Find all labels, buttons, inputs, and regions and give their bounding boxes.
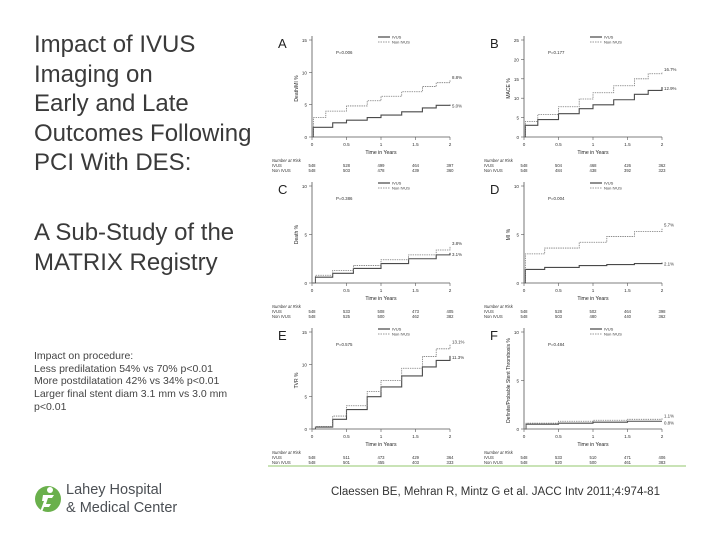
y-axis-label: Definite/Probable Stent Thrombosis % bbox=[506, 338, 512, 423]
risk-value: 478 bbox=[377, 168, 385, 173]
x-tick-label: 1.5 bbox=[412, 434, 419, 439]
p-value: P=0.484 bbox=[548, 342, 565, 347]
risk-value: 548 bbox=[308, 163, 316, 168]
y-tick-label: 20 bbox=[513, 57, 519, 63]
y-tick-label: 0 bbox=[516, 427, 519, 432]
legend-label: IVUS bbox=[392, 180, 402, 186]
y-axis-label: Death % bbox=[294, 224, 300, 245]
end-label-non-ivus: 13.1% bbox=[452, 339, 465, 345]
risk-value: 471 bbox=[624, 455, 631, 460]
risk-header: Number at Risk bbox=[484, 450, 513, 455]
risk-value: 464 bbox=[412, 163, 419, 168]
risk-row-label: Non IVUS bbox=[272, 314, 291, 319]
x-tick-label: 0.5 bbox=[555, 288, 562, 293]
y-tick-label: 15 bbox=[513, 76, 519, 82]
risk-value: 548 bbox=[520, 460, 528, 465]
risk-value: 406 bbox=[658, 455, 666, 460]
risk-value: 500 bbox=[589, 460, 597, 465]
y-tick-label: 15 bbox=[301, 330, 307, 335]
panel-letter: B bbox=[490, 36, 499, 51]
risk-value: 528 bbox=[343, 163, 350, 168]
risk-value: 426 bbox=[624, 163, 631, 168]
end-label-ivus: 5.0% bbox=[452, 103, 463, 109]
km-panel-f bbox=[484, 327, 674, 466]
legend-label: Non IVUS bbox=[392, 39, 410, 45]
risk-row-label: IVUS bbox=[272, 163, 282, 168]
logo-name-line2: & Medical Center bbox=[66, 500, 178, 516]
y-tick-label: 0 bbox=[304, 281, 307, 286]
y-tick-label: 15 bbox=[301, 38, 307, 43]
slide-title bbox=[34, 30, 274, 178]
x-axis-label: Time in Years bbox=[577, 442, 609, 448]
p-value: P=0.177 bbox=[548, 50, 565, 55]
note-line: Impact on procedure: bbox=[34, 350, 134, 362]
risk-value: 548 bbox=[308, 168, 316, 173]
x-tick-label: 2 bbox=[660, 434, 664, 439]
risk-value: 383 bbox=[658, 460, 666, 465]
legend-label: IVUS bbox=[392, 326, 402, 332]
risk-value: 533 bbox=[555, 455, 562, 460]
x-tick-label: 0 bbox=[310, 434, 314, 439]
risk-value: 464 bbox=[624, 309, 631, 314]
km-curve-ivus bbox=[312, 253, 450, 283]
logo-name-line1: Lahey Hospital bbox=[66, 482, 162, 498]
panel-letter: E bbox=[278, 328, 287, 343]
risk-value: 323 bbox=[658, 168, 666, 173]
p-value: P=0.004 bbox=[548, 196, 565, 201]
y-axis-label: TVR % bbox=[294, 372, 300, 389]
x-axis-label: Time in Years bbox=[577, 150, 609, 156]
legend-label: Non IVUS bbox=[392, 331, 410, 337]
p-value: P=0.575 bbox=[336, 342, 353, 347]
km-curve-non-ivus bbox=[312, 344, 450, 429]
km-panel-d bbox=[484, 181, 674, 320]
risk-row-label: IVUS bbox=[272, 455, 282, 460]
km-panel-b bbox=[484, 35, 677, 174]
km-figure-svg bbox=[268, 28, 692, 465]
risk-value: 548 bbox=[520, 163, 528, 168]
x-tick-label: 0 bbox=[522, 142, 526, 147]
risk-value: 405 bbox=[446, 309, 454, 314]
y-tick-label: 0 bbox=[516, 281, 519, 286]
footer-divider bbox=[268, 465, 686, 467]
risk-value: 382 bbox=[446, 314, 454, 319]
risk-row-label: Non IVUS bbox=[272, 168, 291, 173]
risk-value: 548 bbox=[308, 455, 316, 460]
km-curve-ivus bbox=[524, 421, 662, 429]
y-tick-label: 10 bbox=[513, 96, 519, 102]
y-tick-label: 5 bbox=[516, 378, 519, 384]
risk-header: Number at Risk bbox=[484, 158, 513, 163]
panel-letter: F bbox=[490, 328, 498, 343]
x-tick-label: 2 bbox=[448, 142, 452, 147]
km-figure bbox=[268, 28, 692, 465]
risk-value: 484 bbox=[555, 168, 562, 173]
legend-label: IVUS bbox=[604, 326, 614, 332]
risk-header: Number at Risk bbox=[484, 304, 513, 309]
risk-value: 499 bbox=[377, 163, 385, 168]
risk-value: 548 bbox=[308, 314, 316, 319]
risk-value: 533 bbox=[343, 309, 350, 314]
x-axis-label: Time in Years bbox=[365, 442, 397, 448]
x-tick-label: 1.5 bbox=[412, 142, 419, 147]
risk-value: 438 bbox=[589, 168, 597, 173]
risk-header: Number at Risk bbox=[272, 304, 301, 309]
y-tick-label: 5 bbox=[304, 232, 307, 238]
legend-label: IVUS bbox=[392, 34, 402, 40]
risk-value: 473 bbox=[412, 309, 419, 314]
note-line: More postdilatation 42% vs 34% p<0.01 bbox=[34, 375, 220, 388]
p-value: P=0.386 bbox=[336, 196, 353, 201]
y-tick-label: 0 bbox=[516, 135, 519, 140]
risk-value: 473 bbox=[377, 455, 385, 460]
y-tick-label: 5 bbox=[516, 232, 519, 238]
risk-row-label: IVUS bbox=[272, 309, 282, 314]
risk-value: 525 bbox=[343, 314, 350, 319]
x-tick-label: 2 bbox=[660, 288, 664, 293]
risk-value: 364 bbox=[446, 455, 454, 460]
x-tick-label: 1 bbox=[591, 434, 595, 439]
title-line: Outcomes Following bbox=[34, 119, 252, 147]
risk-row-label: IVUS bbox=[484, 163, 494, 168]
x-tick-label: 1.5 bbox=[624, 434, 631, 439]
risk-value: 468 bbox=[589, 163, 597, 168]
y-tick-label: 10 bbox=[301, 362, 307, 368]
km-panel-a bbox=[272, 35, 462, 174]
risk-row-label: IVUS bbox=[484, 309, 494, 314]
x-tick-label: 1.5 bbox=[624, 288, 631, 293]
subtitle-line: MATRIX Registry bbox=[34, 248, 218, 276]
risk-row-label: IVUS bbox=[484, 455, 494, 460]
lahey-figure-icon bbox=[34, 482, 62, 516]
hospital-logo bbox=[34, 480, 204, 520]
risk-value: 398 bbox=[658, 309, 666, 314]
risk-value: 511 bbox=[343, 455, 350, 460]
km-panel-c bbox=[272, 181, 462, 320]
legend-label: Non IVUS bbox=[392, 185, 410, 191]
legend-label: Non IVUS bbox=[604, 331, 622, 337]
legend-label: IVUS bbox=[604, 180, 614, 186]
risk-value: 501 bbox=[343, 460, 350, 465]
risk-value: 503 bbox=[343, 168, 350, 173]
end-label-ivus: 3.1% bbox=[452, 251, 463, 257]
title-line: Early and Late bbox=[34, 90, 189, 117]
x-tick-label: 0.5 bbox=[343, 142, 350, 147]
end-label-ivus: 11.3% bbox=[452, 354, 465, 360]
risk-value: 548 bbox=[520, 455, 528, 460]
panel-letter: D bbox=[490, 182, 500, 197]
legend-label: IVUS bbox=[604, 34, 614, 40]
x-tick-label: 1 bbox=[379, 142, 383, 147]
x-tick-label: 1 bbox=[379, 288, 383, 293]
x-tick-label: 2 bbox=[448, 288, 452, 293]
y-tick-label: 5 bbox=[304, 102, 307, 108]
y-tick-label: 5 bbox=[516, 115, 519, 121]
x-tick-label: 0.5 bbox=[343, 434, 350, 439]
km-curve-ivus bbox=[312, 356, 450, 429]
y-tick-label: 5 bbox=[304, 394, 307, 400]
risk-value: 528 bbox=[555, 309, 562, 314]
risk-value: 508 bbox=[377, 309, 385, 314]
x-tick-label: 0 bbox=[522, 434, 526, 439]
x-tick-label: 2 bbox=[660, 142, 664, 147]
km-curve-non-ivus bbox=[524, 228, 662, 283]
end-label-non-ivus: 5.7% bbox=[664, 222, 675, 228]
risk-row-label: Non IVUS bbox=[484, 168, 503, 173]
title-line: Impact of IVUS bbox=[34, 31, 196, 58]
note-line: p<0.01 bbox=[34, 400, 67, 413]
risk-value: 333 bbox=[446, 460, 454, 465]
risk-value: 403 bbox=[412, 460, 419, 465]
y-tick-label: 0 bbox=[304, 135, 307, 140]
x-axis-label: Time in Years bbox=[365, 150, 397, 156]
end-label-non-ivus: 3.8% bbox=[452, 241, 463, 247]
risk-value: 503 bbox=[555, 314, 562, 319]
y-tick-label: 10 bbox=[513, 184, 519, 189]
risk-value: 362 bbox=[658, 163, 666, 168]
risk-header: Number at Risk bbox=[272, 450, 301, 455]
risk-value: 520 bbox=[555, 460, 562, 465]
risk-value: 440 bbox=[624, 314, 631, 319]
note-line: Larger final stent diam 3.1 mm vs 3.0 mm bbox=[34, 388, 228, 401]
km-curve-non-ivus bbox=[312, 80, 450, 137]
x-tick-label: 1 bbox=[591, 142, 595, 147]
panel-letter: A bbox=[278, 36, 287, 51]
y-tick-label: 10 bbox=[301, 184, 307, 189]
title-line: PCI With DES: bbox=[34, 149, 192, 176]
x-tick-label: 2 bbox=[448, 434, 452, 439]
risk-row-label: Non IVUS bbox=[484, 314, 503, 319]
risk-value: 392 bbox=[624, 168, 631, 173]
subtitle-line: A Sub-Study of the bbox=[34, 219, 235, 246]
legend-label: Non IVUS bbox=[604, 39, 622, 45]
x-tick-label: 1 bbox=[591, 288, 595, 293]
x-tick-label: 0.5 bbox=[343, 288, 350, 293]
y-axis-label: MACE % bbox=[506, 78, 512, 99]
x-tick-label: 1.5 bbox=[624, 142, 631, 147]
km-panel-e bbox=[272, 327, 465, 466]
x-axis-label: Time in Years bbox=[365, 296, 397, 302]
risk-value: 360 bbox=[446, 168, 454, 173]
risk-row-label: Non IVUS bbox=[484, 460, 503, 465]
procedure-notes bbox=[34, 350, 269, 414]
end-label-ivus: 0.8% bbox=[664, 420, 675, 426]
risk-value: 548 bbox=[520, 168, 528, 173]
x-tick-label: 0.5 bbox=[555, 142, 562, 147]
risk-header: Number at Risk bbox=[272, 158, 301, 163]
slide-subtitle bbox=[34, 218, 274, 277]
y-axis-label: MI % bbox=[506, 228, 512, 241]
risk-value: 504 bbox=[555, 163, 562, 168]
risk-row-label: Non IVUS bbox=[272, 460, 291, 465]
risk-value: 510 bbox=[589, 455, 597, 460]
y-tick-label: 10 bbox=[513, 330, 519, 335]
risk-value: 461 bbox=[624, 460, 631, 465]
risk-value: 462 bbox=[412, 314, 419, 319]
x-axis-label: Time in Years bbox=[577, 296, 609, 302]
risk-value: 548 bbox=[308, 460, 316, 465]
risk-value: 548 bbox=[520, 314, 528, 319]
risk-value: 548 bbox=[520, 309, 528, 314]
x-tick-label: 0 bbox=[522, 288, 526, 293]
y-tick-label: 10 bbox=[301, 70, 307, 76]
end-label-non-ivus: 1.1% bbox=[664, 413, 675, 419]
risk-value: 548 bbox=[308, 309, 316, 314]
km-curve-ivus bbox=[312, 105, 450, 137]
risk-value: 502 bbox=[589, 309, 597, 314]
risk-value: 429 bbox=[412, 455, 419, 460]
risk-value: 439 bbox=[412, 168, 419, 173]
end-label-non-ivus: 16.7% bbox=[664, 67, 677, 73]
x-tick-label: 0.5 bbox=[555, 434, 562, 439]
risk-value: 362 bbox=[658, 314, 666, 319]
citation: Claessen BE, Mehran R, Mintz G et al. JACC Intv 2011;4:974-81 bbox=[331, 486, 660, 498]
note-line: Less predilatation 54% vs 70% p<0.01 bbox=[34, 362, 213, 375]
y-axis-label: Death/MI % bbox=[294, 75, 300, 102]
y-tick-label: 25 bbox=[513, 38, 519, 43]
risk-value: 500 bbox=[377, 314, 385, 319]
p-value: P=0.006 bbox=[336, 50, 353, 55]
title-line: Imaging on bbox=[34, 60, 153, 88]
panel-letter: C bbox=[278, 182, 288, 197]
x-tick-label: 1 bbox=[379, 434, 383, 439]
legend-label: Non IVUS bbox=[604, 185, 622, 191]
x-tick-label: 0 bbox=[310, 142, 314, 147]
risk-value: 455 bbox=[377, 460, 385, 465]
end-label-ivus: 2.1% bbox=[664, 261, 675, 267]
x-tick-label: 1.5 bbox=[412, 288, 419, 293]
end-label-non-ivus: 8.8% bbox=[452, 75, 463, 81]
end-label-ivus: 12.9% bbox=[664, 85, 677, 91]
km-curve-ivus bbox=[524, 263, 662, 283]
risk-value: 480 bbox=[589, 314, 597, 319]
x-tick-label: 0 bbox=[310, 288, 314, 293]
risk-value: 397 bbox=[446, 163, 454, 168]
y-tick-label: 0 bbox=[304, 427, 307, 432]
